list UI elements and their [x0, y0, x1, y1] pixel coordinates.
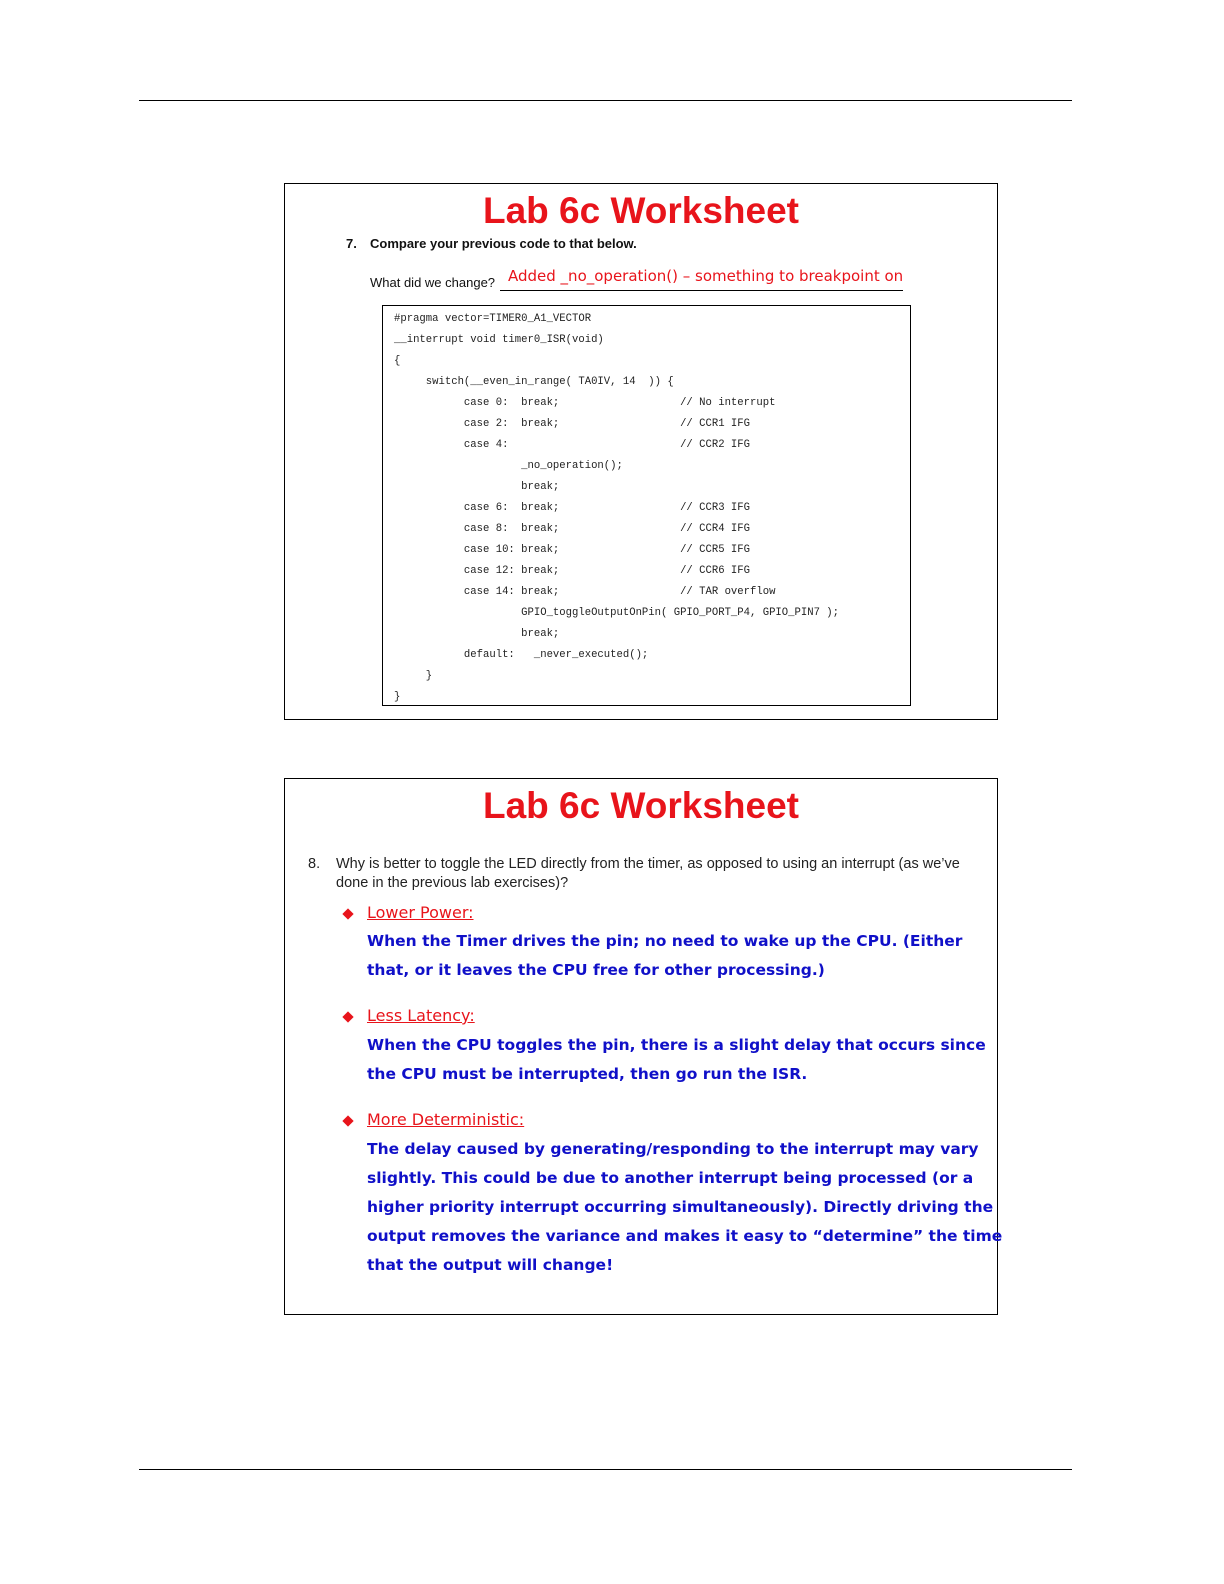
code-line: break;: [394, 481, 560, 493]
worksheet-slide-q8: [284, 778, 1003, 1315]
bullet-diamond-icon: [342, 1011, 353, 1022]
worksheet-slide-q7: [284, 183, 998, 720]
footer-rule: [139, 1469, 1072, 1470]
bullet-body-more-deterministic: [367, 1135, 1002, 1280]
code-line: __interrupt void timer0_ISR(void): [394, 334, 604, 346]
answer-underline: [500, 290, 903, 291]
slide-title: Lab 6c Worksheet: [483, 190, 799, 231]
bullet-line: the CPU must be interrupted, then go run the ISR.: [367, 1065, 808, 1083]
bullet-body-less-latency: [367, 1031, 986, 1089]
bullet-line: higher priority interrupt occurring simultaneously). Directly driving the: [367, 1198, 994, 1216]
code-line: #pragma vector=TIMER0_A1_VECTOR: [394, 313, 592, 325]
bullet-line: slightly. This could be due to another interrupt being processed (or a: [367, 1169, 974, 1187]
code-line: case 8: break; // CCR4 IFG: [394, 523, 751, 535]
code-line: default: _never_executed();: [394, 649, 649, 661]
bullet-line: that the output will change!: [367, 1256, 614, 1274]
bullet-line: When the CPU toggles the pin, there is a slight delay that occurs since: [367, 1036, 986, 1054]
bullet-heading-lower-power: Lower Power:: [367, 903, 474, 922]
bullet-diamond-icon: [342, 1115, 353, 1126]
code-line: case 10: break; // CCR5 IFG: [394, 544, 751, 556]
code-line: case 2: break; // CCR1 IFG: [394, 418, 751, 430]
code-line: case 4: // CCR2 IFG: [394, 439, 751, 451]
code-line: case 14: break; // TAR overflow: [394, 586, 776, 598]
question-number: 8.: [308, 856, 321, 872]
code-line: break;: [394, 628, 560, 640]
bullet-line: that, or it leaves the CPU free for other processing.): [367, 961, 825, 979]
code-line: case 6: break; // CCR3 IFG: [394, 502, 751, 514]
question-text: Why is better to toggle the LED directly from the timer, as opposed to using an interrupt (as we’ve done in the previous lab exercises)?: [336, 856, 960, 891]
code-line: case 0: break; // No interrupt: [394, 397, 776, 409]
bullet-line: output removes the variance and makes it easy to “determine” the time: [367, 1227, 1003, 1245]
code-line: }: [394, 691, 401, 703]
bullet-line: The delay caused by generating/responding to the interrupt may vary: [367, 1140, 979, 1158]
bullet-body-lower-power: [367, 927, 962, 985]
answer-text: Added _no_operation() – something to breakpoint on: [508, 267, 904, 285]
code-line: case 12: break; // CCR6 IFG: [394, 565, 751, 577]
question-number: 7.: [346, 236, 357, 251]
header-rule: [139, 100, 1072, 101]
code-line: _no_operation();: [394, 460, 623, 472]
code-line: switch(__even_in_range( TA0IV, 14 )) {: [394, 376, 674, 388]
bullet-line: When the Timer drives the pin; no need to wake up the CPU. (Either: [367, 932, 963, 950]
slide-title: Lab 6c Worksheet: [483, 785, 799, 826]
bullet-diamond-icon: [342, 908, 353, 919]
question-text: Compare your previous code to that below.: [370, 236, 637, 251]
code-line: GPIO_toggleOutputOnPin( GPIO_PORT_P4, GPIO_PIN7 );: [394, 607, 840, 619]
code-listing: [382, 305, 911, 706]
code-line: }: [394, 670, 433, 682]
answer-prompt: What did we change?: [370, 275, 496, 290]
bullet-heading-more-deterministic: More Deterministic:: [367, 1110, 525, 1129]
code-line: {: [394, 355, 401, 367]
bullet-heading-less-latency: Less Latency:: [367, 1006, 475, 1025]
